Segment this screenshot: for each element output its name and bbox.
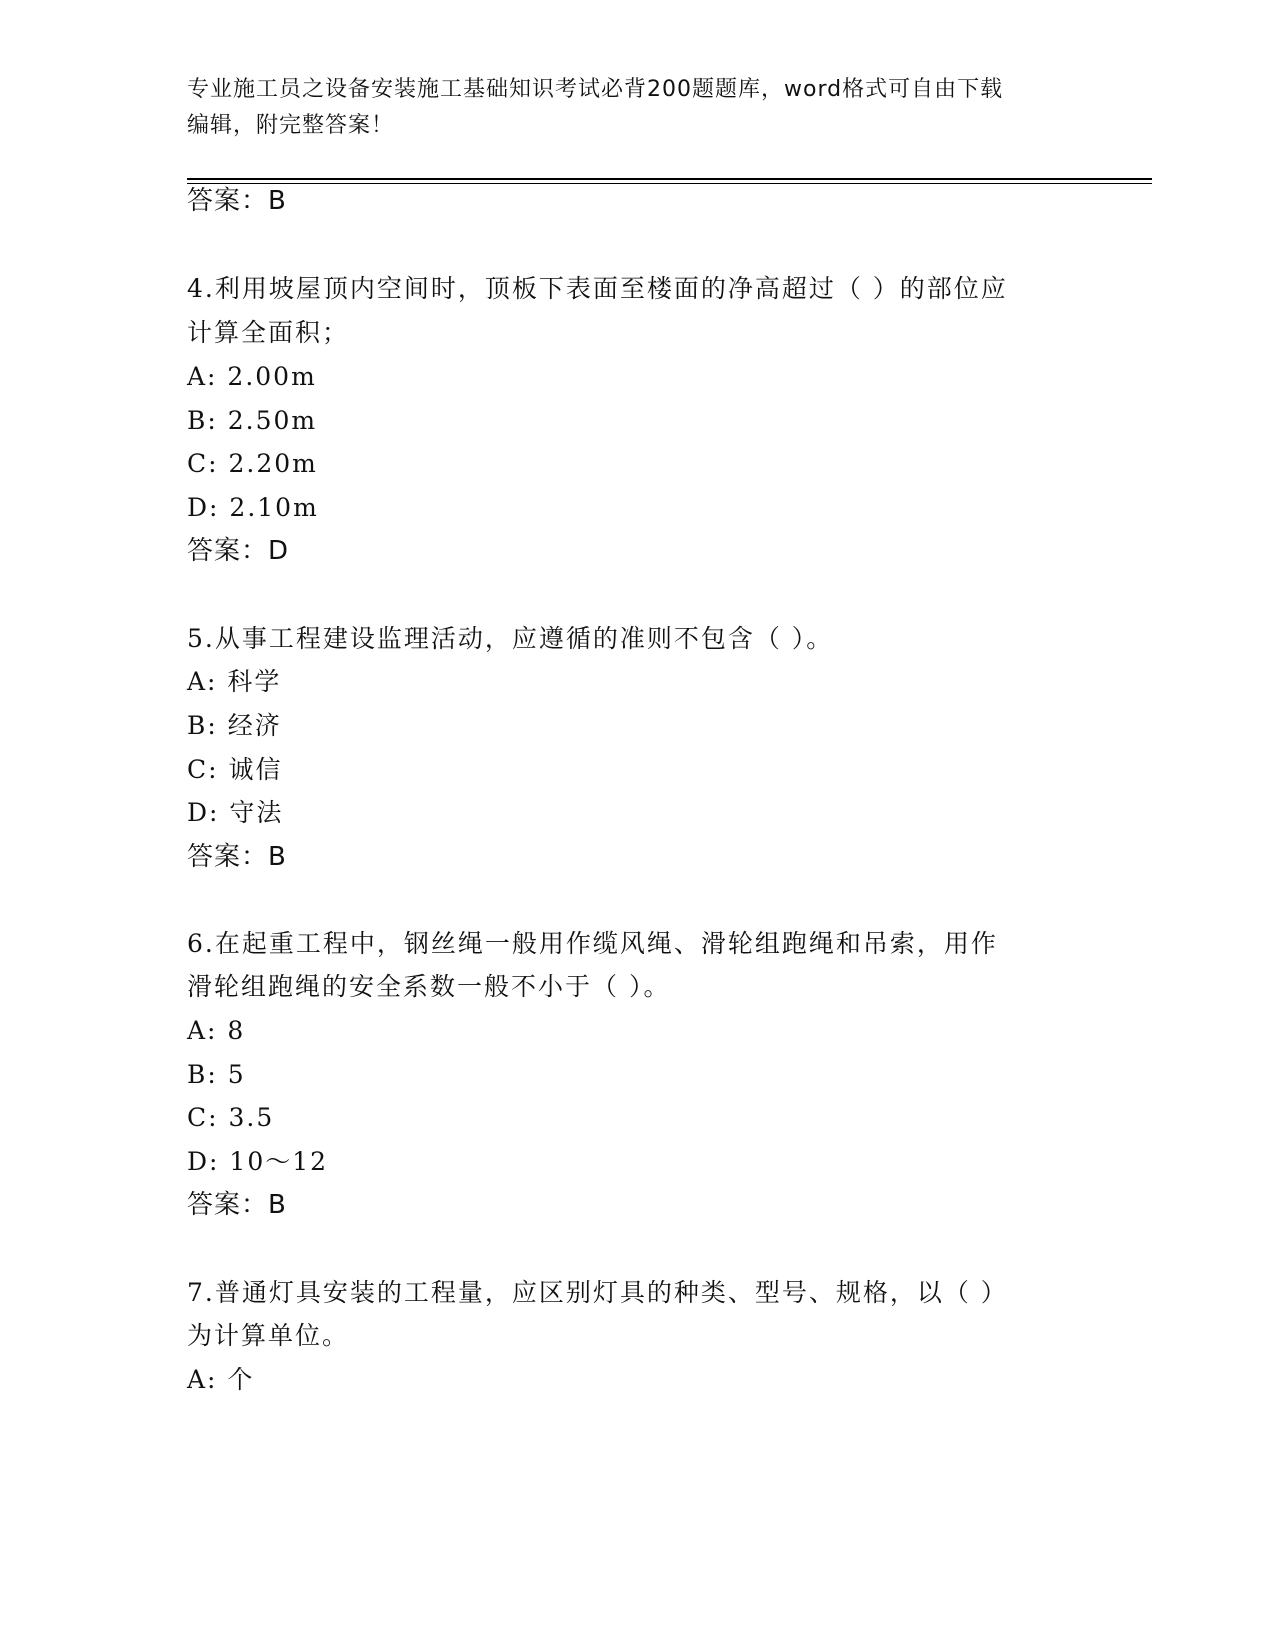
header-divider-thin — [187, 183, 1152, 184]
question-4-answer: 答案：D — [187, 536, 290, 566]
question-5-answer: 答案：B — [187, 842, 287, 872]
question-7-option-a: A: 个 — [187, 1365, 255, 1394]
question-6-answer: 答案：B — [187, 1190, 287, 1220]
question-4-stem-line-2: 计算全面积； — [187, 318, 350, 347]
previous-answer: 答案：B — [187, 186, 287, 216]
question-7-stem-line-2: 为计算单位。 — [187, 1321, 350, 1350]
question-6-option-c: C: 3.5 — [187, 1103, 275, 1132]
header-divider-thick — [187, 178, 1152, 180]
question-6-stem-line-1: 6.在起重工程中，钢丝绳一般用作缆风绳、滑轮组跑绳和吊索，用作 — [187, 929, 998, 958]
question-4-option-d: D: 2.10m — [187, 493, 319, 522]
question-5-option-b: B: 经济 — [187, 711, 282, 740]
header-title-line-1: 专业施工员之设备安装施工基础知识考试必背200题题库，word格式可自由下载 — [187, 77, 1004, 102]
header-title-line-2: 编辑，附完整答案！ — [187, 113, 395, 138]
question-5-option-d: D: 守法 — [187, 798, 284, 827]
question-6-option-d: D: 10～12 — [187, 1147, 329, 1176]
page-header — [187, 72, 1087, 144]
question-5-option-c: C: 诚信 — [187, 755, 283, 784]
question-4-option-c: C: 2.20m — [187, 449, 318, 478]
question-5-option-a: A: 科学 — [187, 667, 282, 696]
question-6-option-a: A: 8 — [187, 1016, 246, 1045]
question-5-stem-line-1: 5.从事工程建设监理活动，应遵循的准则不包含（ ）。 — [187, 624, 834, 653]
question-7-stem-line-1: 7.普通灯具安装的工程量，应区别灯具的种类、型号、规格，以（ ） — [187, 1278, 1008, 1307]
question-4-option-a: A: 2.00m — [187, 362, 317, 391]
question-6-option-b: B: 5 — [187, 1060, 246, 1089]
question-4-option-b: B: 2.50m — [187, 406, 318, 435]
question-4-stem-line-1: 4.利用坡屋顶内空间时，顶板下表面至楼面的净高超过（ ）的部位应 — [187, 274, 1008, 303]
question-6-stem-line-2: 滑轮组跑绳的安全系数一般不小于（ ）。 — [187, 972, 671, 1001]
